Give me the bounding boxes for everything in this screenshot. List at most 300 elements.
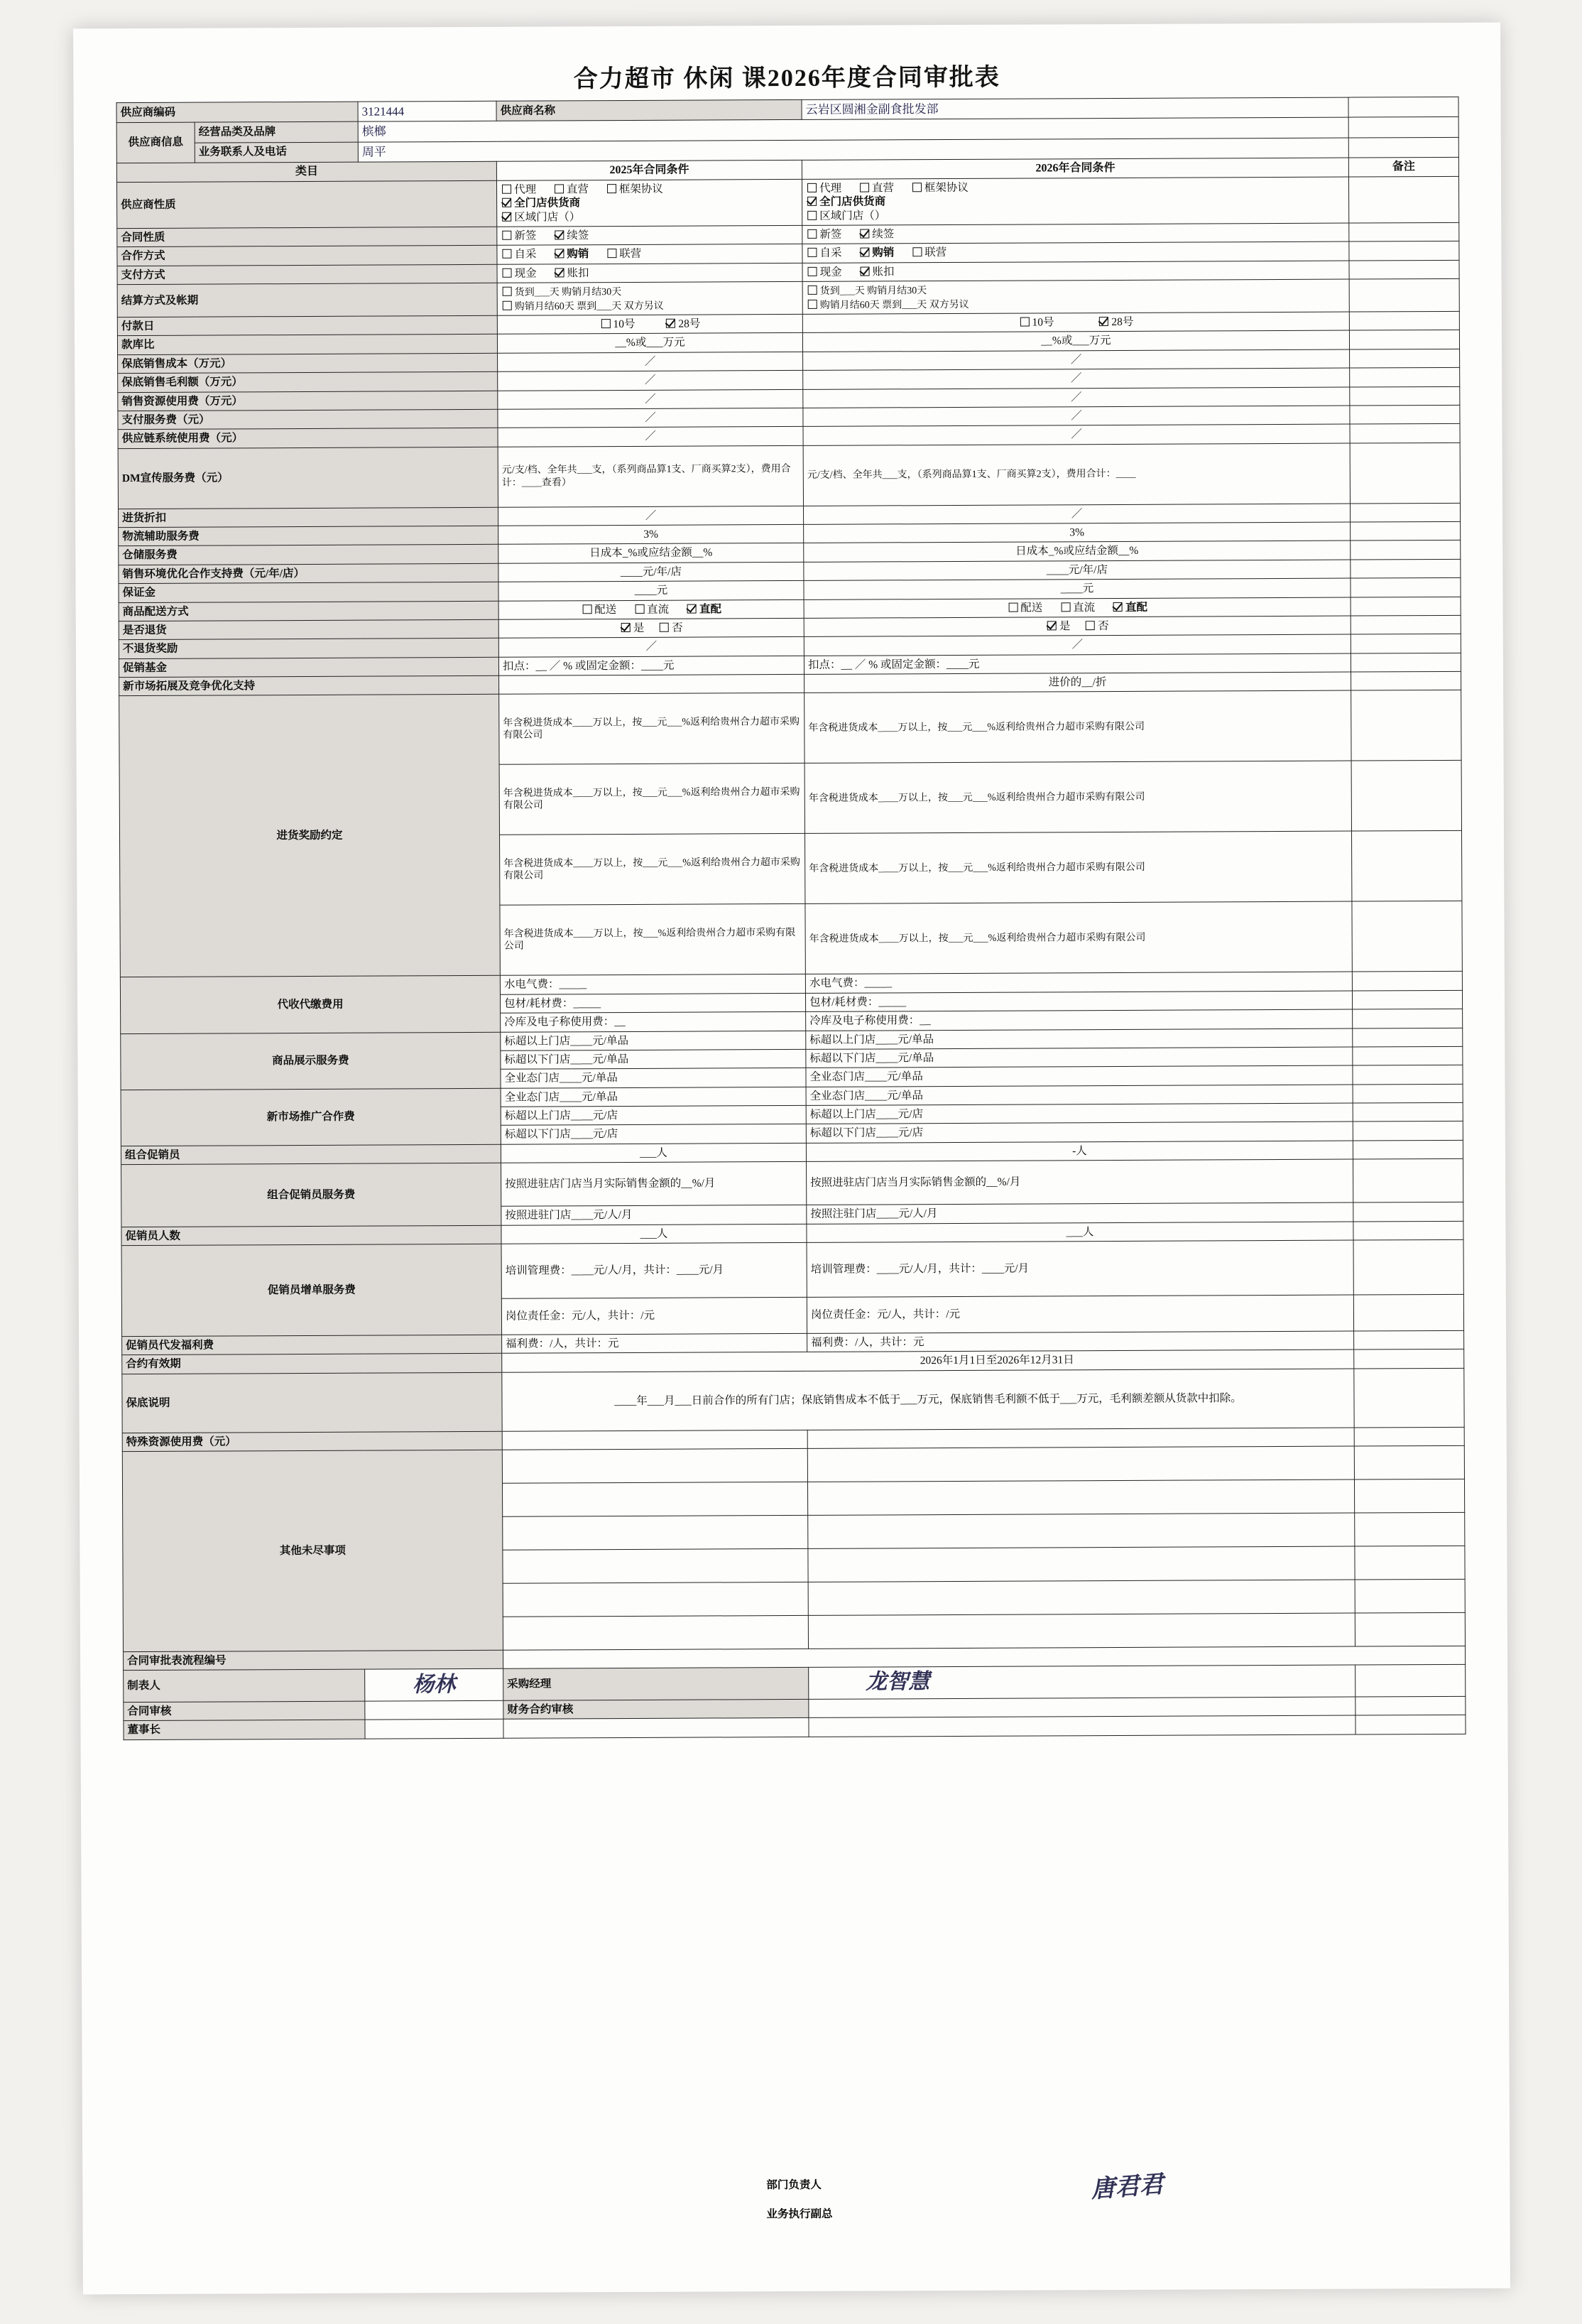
row-label-payday: 付款日 xyxy=(117,315,497,336)
row-label-validity: 合约有效期 xyxy=(122,1354,502,1374)
finance-value xyxy=(809,1697,1355,1718)
empty-cell xyxy=(1350,503,1460,522)
opt-label: 配送 xyxy=(1020,601,1043,614)
opt-label: 联营 xyxy=(619,248,642,261)
contract-approval-table xyxy=(116,97,1466,1740)
checkbox-yes-2026[interactable] xyxy=(1047,621,1057,630)
checkbox-allstore-2025[interactable] xyxy=(502,198,511,207)
table-row-promoter-fee-1 xyxy=(121,1239,1463,1300)
supply-chain-fee-2025: ／ xyxy=(498,427,803,447)
combined-fee-2026-1: 按照进驻店门店当月实际销售金额的__%/月 xyxy=(807,1159,1353,1205)
settlement-line: 购销月结60天 票到___天 双方另议 xyxy=(819,299,969,311)
empty-cell xyxy=(1354,1427,1464,1446)
empty-cell xyxy=(1353,1158,1463,1202)
checkbox-self-2025[interactable] xyxy=(502,249,511,259)
row-label-new-market-promo: 新市场推广合作费 xyxy=(121,1088,501,1146)
checkbox-day10-2026[interactable] xyxy=(1020,317,1029,327)
checkbox-direct-2026[interactable] xyxy=(860,183,869,192)
empty-cell xyxy=(1355,1546,1465,1580)
dept-head-label: 部门负责人 xyxy=(766,2178,822,2192)
supplier-category-label: 经营品类及品牌 xyxy=(195,121,358,142)
opt-label: 否 xyxy=(672,621,683,634)
opt-label: 现金 xyxy=(514,267,537,280)
opt-label: 否 xyxy=(1098,619,1109,632)
empty-cell xyxy=(1351,541,1461,560)
display-2026-2: 标超以下门店____元/单品 xyxy=(806,1047,1353,1068)
combined-promoter-2026: -人 xyxy=(806,1141,1353,1162)
supplier-name-label: 供应商名称 xyxy=(496,99,802,121)
newpromo-2025-1: 全业态门店____元/单品 xyxy=(501,1087,806,1107)
row-label-agency-fees: 代收代缴费用 xyxy=(120,976,500,1033)
purchase-mgr-signature: 龙智慧 xyxy=(866,1670,930,1694)
payday-2026 xyxy=(802,312,1349,333)
row-label-promoter-fee: 促销员增单服务费 xyxy=(121,1244,502,1336)
purchase-reward-2026-1: 年含税进货成本____万以上，按___元___%返利给贵州合力超市采购有限公司 xyxy=(804,690,1351,763)
table-row-combined-fee-1 xyxy=(121,1158,1463,1207)
table-row-settlement xyxy=(117,278,1459,317)
delivery-mode-2026 xyxy=(804,597,1351,619)
checkbox-deduct-2026[interactable] xyxy=(860,266,869,276)
row-label-promoter-count: 促销员人数 xyxy=(121,1225,501,1246)
row-label-combined-promoter: 组合促销员 xyxy=(121,1144,501,1165)
opt-label: 10号 xyxy=(1032,316,1054,329)
settlement-2026 xyxy=(802,279,1349,314)
empty-cell xyxy=(1351,597,1461,616)
empty-cell xyxy=(1350,386,1460,406)
delivery-mode-2025 xyxy=(498,599,804,619)
no-return-reward-2026: ／ xyxy=(804,634,1351,656)
newpromo-2026-1: 全业态门店____元/单品 xyxy=(806,1085,1353,1106)
promo-fund-2026: 扣点：__ ／ % 或固定金额：____元 xyxy=(804,653,1351,675)
opt-label: 续签 xyxy=(567,229,589,242)
empty-cell xyxy=(1349,241,1459,261)
empty-cell xyxy=(1354,1479,1464,1513)
opt-label: 账扣 xyxy=(872,265,895,278)
empty-cell xyxy=(1349,222,1459,241)
page-title: 合力超市 休闲 课2026年度合同审批表 xyxy=(573,64,1000,93)
warehouse-fee-2025: 日成本_%或应结金额__% xyxy=(498,543,804,563)
empty-cell xyxy=(1351,615,1461,634)
other-2025-6 xyxy=(503,1615,808,1650)
empty-cell xyxy=(1353,1294,1463,1331)
guarantee-note-value: ____年___月___日前合作的所有门店；保底销售成本不低于___万元，保底销售毛利额不低于___万元，毛利额差额从货款中扣除。 xyxy=(502,1369,1354,1431)
empty-cell xyxy=(1348,176,1458,223)
purchase-mgr-value xyxy=(809,1665,1355,1699)
opt-label: 自采 xyxy=(514,248,537,261)
contract-nature-2025 xyxy=(497,225,802,245)
opt-label: 是 xyxy=(633,621,645,634)
row-label-contract-nature: 合同性质 xyxy=(117,227,497,247)
empty-cell xyxy=(1354,1445,1464,1479)
empty-cell xyxy=(1349,330,1459,349)
checkbox-day10-2025[interactable] xyxy=(601,319,610,328)
opt-label: 代理 xyxy=(819,182,842,195)
combined-promoter-2025: ___人 xyxy=(501,1143,806,1163)
opt-label: 直配 xyxy=(1125,601,1148,614)
checkbox-new-2026[interactable] xyxy=(807,229,817,239)
empty-cell xyxy=(503,1718,809,1738)
opt-label: 框架协议 xyxy=(924,181,969,194)
checkbox-flow-2026[interactable] xyxy=(1061,602,1070,612)
opt-label: 28号 xyxy=(678,317,701,330)
supplier-category-value: 槟榔 xyxy=(358,117,1348,141)
row-label-new-market: 新市场拓展及竞争优化支持 xyxy=(119,675,499,696)
promoter-fee-2025-1: 培训管理费：____元/人/月，共计：____元/月 xyxy=(501,1242,807,1298)
other-2026-4 xyxy=(808,1546,1355,1582)
newpromo-2025-2: 标超以上门店____元/店 xyxy=(501,1105,806,1125)
settlement-line: 货到___天 购销月结30天 xyxy=(819,286,927,297)
opt-label: 现金 xyxy=(819,266,842,278)
row-label-welfare-fee: 促销员代发福利费 xyxy=(122,1335,502,1355)
payment-2025 xyxy=(497,263,802,283)
guaranteed-profit-2025: ／ xyxy=(498,371,803,391)
checkbox-cash-2026[interactable] xyxy=(808,266,817,276)
checkbox-new-2025[interactable] xyxy=(502,231,511,240)
empty-cell xyxy=(1353,1009,1463,1028)
other-2026-3 xyxy=(808,1513,1355,1548)
opt-label: 框架协议 xyxy=(618,183,663,195)
other-2025-5 xyxy=(503,1582,808,1617)
supplier-name-value: 云岩区圆湘金副食批发部 xyxy=(802,97,1348,120)
opt-label: 代理 xyxy=(514,183,537,196)
display-2026-3: 全业态门店____元/单品 xyxy=(806,1065,1353,1087)
logistics-fee-2025: 3% xyxy=(498,524,804,544)
empty-cell xyxy=(1355,1512,1465,1546)
row-label-promo-fund: 促销基金 xyxy=(119,657,498,678)
empty-cell xyxy=(1351,761,1461,832)
empty-cell xyxy=(1352,990,1462,1009)
finance-label: 财务合约审核 xyxy=(503,1699,809,1719)
dm-fee-2026: 元/支/档、全年共___支，（系列商品算1支、厂商买算2支），费用合计：____ xyxy=(803,443,1350,506)
checkbox-region-2026[interactable] xyxy=(807,210,817,219)
row-label-supply-chain-fee: 供应链系统使用费（元） xyxy=(118,428,498,449)
supplier-code-value: 3121444 xyxy=(358,101,496,121)
guaranteed-cost-2025: ／ xyxy=(498,352,803,371)
opt-label: 全门店供货商 xyxy=(514,197,581,210)
checkbox-joint-2026[interactable] xyxy=(912,247,922,256)
purchase-reward-2026-3: 年含税进货成本____万以上，按___元___%返利给贵州合力超市采购有限公司 xyxy=(805,831,1352,903)
row-label-delivery-mode: 商品配送方式 xyxy=(119,601,498,621)
resource-fee-2025: ／ xyxy=(498,389,803,409)
empty-cell xyxy=(1355,1715,1466,1734)
other-2025-3 xyxy=(503,1515,808,1550)
checkbox-yes-2025[interactable] xyxy=(621,623,631,632)
pay-service-fee-2026: ／ xyxy=(803,406,1350,427)
new-market-2025 xyxy=(499,674,804,694)
agency-2026-2: 包材/耗材费：_____ xyxy=(805,991,1352,1012)
empty-cell xyxy=(1354,1368,1464,1428)
purchase-reward-2025-1: 年含税进货成本____万以上，按___元___%返利给贵州合力超市采购有限公司 xyxy=(499,693,804,765)
checkbox-renew-2025[interactable] xyxy=(555,230,564,239)
empty-cell xyxy=(1351,521,1461,541)
checkbox-no-2026[interactable] xyxy=(1086,621,1095,630)
empty-cell xyxy=(1349,278,1459,312)
row-label-guarantee-note: 保底说明 xyxy=(122,1372,502,1433)
empty-cell xyxy=(1352,972,1462,991)
col-remark: 备注 xyxy=(1348,157,1458,177)
table-row-guarantee-note xyxy=(122,1368,1464,1433)
row-label-purchase-discount: 进货折扣 xyxy=(118,507,498,528)
opt-label: 直流 xyxy=(1073,601,1096,614)
display-2025-1: 标超以上门店____元/单品 xyxy=(501,1031,806,1050)
empty-cell xyxy=(1351,653,1461,672)
checkbox-no-2025[interactable] xyxy=(660,623,669,632)
empty-cell xyxy=(1352,831,1462,902)
validity-value: 2026年1月1日至2026年12月31日 xyxy=(502,1350,1354,1372)
row-label-nature: 供应商性质 xyxy=(116,180,496,228)
checkbox-joint-2025[interactable] xyxy=(607,249,616,258)
checkbox-delivery-2026[interactable] xyxy=(1008,602,1018,612)
resource-fee-2026: ／ xyxy=(803,387,1350,408)
checkbox-agent-2026[interactable] xyxy=(807,183,817,192)
audit-label: 合同审核 xyxy=(124,1701,365,1721)
opt-label: 购销 xyxy=(872,246,895,259)
empty-cell xyxy=(1349,311,1459,330)
promo-fund-2025: 扣点：__ ／ % 或固定金额：____元 xyxy=(498,656,804,675)
deposit-2026: ____元 xyxy=(804,578,1351,599)
audit-value xyxy=(365,1700,503,1720)
supplier-info-label: 供应商信息 xyxy=(116,122,195,163)
empty-cell xyxy=(1354,1350,1464,1369)
checkbox-region-2025[interactable] xyxy=(502,212,511,221)
col-category: 类目 xyxy=(116,161,496,182)
maker-value: 杨林 xyxy=(365,1669,503,1701)
table-row-supplier-nature xyxy=(116,176,1458,228)
returnable-2025 xyxy=(498,618,804,638)
table-row-dm-fee xyxy=(118,442,1460,509)
sales-env-fee-2026: ____元/年/店 xyxy=(804,560,1351,581)
opt-label: 直营 xyxy=(871,182,894,195)
combined-fee-2026-2: 按照注驻门店____元/人/月 xyxy=(807,1202,1353,1224)
settlement-2025 xyxy=(497,281,802,315)
row-label-resource-fee: 销售资源使用费（万元） xyxy=(118,391,498,411)
checkbox-arrival-2025[interactable] xyxy=(503,287,512,296)
empty-cell xyxy=(1349,260,1459,279)
nature-2025 xyxy=(497,179,802,227)
opt-label: 10号 xyxy=(613,317,635,331)
opt-label: 28号 xyxy=(1111,315,1134,329)
newpromo-2026-3: 标超以下门店____元/店 xyxy=(806,1122,1353,1143)
opt-label: 全门店供货商 xyxy=(819,195,886,208)
display-2026-1: 标超以上门店____元/单品 xyxy=(806,1028,1353,1050)
row-label-settlement: 结算方式及帐期 xyxy=(117,283,497,317)
other-2025-2 xyxy=(503,1482,808,1516)
row-label-other-matters: 其他未尽事项 xyxy=(122,1450,503,1651)
logistics-fee-2026: 3% xyxy=(804,522,1351,543)
row-label-stock-ratio: 款库比 xyxy=(117,335,497,355)
other-2026-2 xyxy=(808,1479,1355,1515)
row-label-special-resource: 特殊资源使用费（元） xyxy=(122,1431,502,1452)
pay-service-fee-2025: ／ xyxy=(498,408,803,428)
row-label-combined-promoter-fee: 组合促销员服务费 xyxy=(121,1163,501,1227)
empty-cell xyxy=(1353,1239,1463,1295)
empty-cell xyxy=(1350,349,1460,368)
opt-label: 自采 xyxy=(819,246,842,260)
empty-cell xyxy=(1351,559,1461,578)
opt-label: 新签 xyxy=(514,229,537,242)
stock-ratio-2025: __%或___万元 xyxy=(497,333,802,353)
promoter-fee-2026-2: 岗位责任金：元/人，共计：/元 xyxy=(807,1295,1353,1333)
checkbox-purchase-2025[interactable] xyxy=(555,249,564,259)
maker-label: 制表人 xyxy=(124,1670,365,1703)
checkbox-allstore-2026[interactable] xyxy=(807,197,817,206)
checkbox-deduct-2025[interactable] xyxy=(555,268,564,277)
checkbox-purchase-2026[interactable] xyxy=(860,248,869,257)
stock-ratio-2026: __%或___万元 xyxy=(802,330,1349,352)
payment-2026 xyxy=(802,261,1349,282)
checkbox-renew-2026[interactable] xyxy=(860,229,869,238)
checkbox-framework-2026[interactable] xyxy=(912,183,922,192)
agency-2025-1: 水电气费：_____ xyxy=(500,974,805,994)
empty-cell xyxy=(1353,1102,1463,1122)
opt-label: 购销 xyxy=(567,248,589,261)
purchase-reward-2025-4: 年含税进货成本____万以上，按___%返利给贵州合力超市采购有限公司 xyxy=(500,904,805,976)
purchase-reward-2025-2: 年含税进货成本____万以上，按___元___%返利给贵州合力超市采购有限公司 xyxy=(499,764,804,835)
supplier-contact-value: 周平 xyxy=(358,138,1348,162)
checkbox-60days-2026[interactable] xyxy=(808,299,817,308)
chairman-value xyxy=(365,1720,503,1739)
opt-label: 配送 xyxy=(594,603,617,616)
empty-cell xyxy=(1353,1084,1463,1103)
opt-label: 直营 xyxy=(566,183,589,196)
opt-label: 新签 xyxy=(819,228,842,241)
row-label-sales-env-fee: 销售环境优化合作支持费（元/年/店） xyxy=(119,563,498,584)
promoter-count-2025: ___人 xyxy=(501,1224,807,1244)
other-2026-1 xyxy=(807,1446,1354,1482)
supplier-code-label: 供应商编码 xyxy=(116,102,358,123)
special-resource-2026 xyxy=(807,1428,1354,1449)
row-label-dm-fee: DM宣传服务费（元） xyxy=(118,447,498,509)
checkbox-agent-2025[interactable] xyxy=(502,184,511,193)
warehouse-fee-2026: 日成本_%或应结金额__% xyxy=(804,541,1351,562)
other-2026-6 xyxy=(808,1613,1355,1649)
cooperation-2026 xyxy=(802,241,1349,263)
empty-cell xyxy=(1353,1221,1463,1240)
agency-2025-3: 冷库及电子称使用费：__ xyxy=(501,1012,806,1032)
empty-cell xyxy=(1351,578,1461,597)
empty-cell xyxy=(1351,671,1461,690)
welfare-fee-2026: 福利费：/人，共计：元 xyxy=(807,1331,1354,1352)
checkbox-60days-2025[interactable] xyxy=(503,300,512,310)
row-label-purchase-reward: 进货奖励约定 xyxy=(119,695,501,977)
checkbox-arrival-2026[interactable] xyxy=(808,286,817,295)
combined-fee-2025-2: 按照进驻门店____元/人/月 xyxy=(501,1205,807,1225)
empty-cell xyxy=(1353,1140,1463,1159)
welfare-fee-2025: 福利费：/人，共计：元 xyxy=(502,1333,807,1353)
special-resource-2025 xyxy=(502,1430,807,1450)
settlement-line: 货到___天 购销月结30天 xyxy=(514,287,622,298)
col-2026: 2026年合同条件 xyxy=(802,158,1348,179)
promoter-fee-2025-2: 岗位责任金：元/人，共计：/元 xyxy=(501,1297,807,1335)
business-vp-label: 业务执行副总 xyxy=(766,2208,833,2221)
empty-cell xyxy=(1355,1612,1465,1646)
row-label-pay-service-fee: 支付服务费（元） xyxy=(118,409,498,430)
dm-fee-2025: 元/支/档、全年共___支，（系列商品算1支、厂商买算2支），费用合计：____查看） xyxy=(498,445,803,507)
deposit-2025: ____元 xyxy=(498,581,804,601)
row-label-guaranteed-profit: 保底销售毛利额（万元） xyxy=(118,371,498,392)
promoter-fee-2026-1: 培训管理费：____元/人/月，共计：____元/月 xyxy=(807,1240,1353,1297)
chairman-label: 董事长 xyxy=(124,1720,365,1739)
table-row-signatures-1 xyxy=(124,1665,1466,1703)
checkbox-direct-delivery-2026[interactable] xyxy=(1113,602,1123,611)
empty-cell xyxy=(1350,368,1460,387)
purchase-reward-2026-4: 年含税进货成本____万以上，按___元___%返利给贵州合力超市采购有限公司 xyxy=(805,901,1352,974)
empty-cell xyxy=(1355,1696,1466,1715)
empty-cell xyxy=(1354,1330,1464,1350)
empty-cell xyxy=(1355,1665,1466,1697)
settlement-line: 购销月结60天 票到___天 双方另议 xyxy=(514,300,664,313)
agency-2025-2: 包材/耗材费：_____ xyxy=(501,993,806,1013)
purchase-mgr-label: 采购经理 xyxy=(503,1668,809,1700)
table-row-purchase-reward-1 xyxy=(119,690,1461,766)
empty-cell xyxy=(1353,1046,1463,1065)
sales-env-fee-2025: ____元/年/店 xyxy=(498,562,804,582)
checkbox-delivery-2025[interactable] xyxy=(582,604,591,614)
purchase-reward-2025-3: 年含税进货成本____万以上，按___元___%返利给贵州合力超市采购有限公司 xyxy=(500,834,805,906)
empty-cell xyxy=(1350,424,1460,443)
nature-2026 xyxy=(802,177,1348,225)
empty-cell xyxy=(1350,405,1460,424)
opt-label: 续签 xyxy=(872,228,895,241)
other-2025-1 xyxy=(502,1448,807,1483)
checkbox-direct-2025[interactable] xyxy=(555,184,564,193)
empty-cell xyxy=(1353,1028,1463,1047)
empty-cell xyxy=(1351,634,1461,653)
agency-2026-1: 水电气费：_____ xyxy=(805,972,1352,993)
col-2025: 2025年合同条件 xyxy=(496,160,802,180)
row-label-returnable: 是否退货 xyxy=(119,619,498,640)
row-label-deposit: 保证金 xyxy=(119,582,498,602)
supplier-contact-label: 业务联系人及电话 xyxy=(195,142,358,163)
empty-cell xyxy=(1351,690,1461,761)
supply-chain-fee-2026: ／ xyxy=(803,424,1350,445)
purchase-discount-2025: ／ xyxy=(498,506,804,526)
checkbox-cash-2025[interactable] xyxy=(503,268,512,277)
checkbox-direct-delivery-2025[interactable] xyxy=(687,604,697,613)
empty-cell xyxy=(1348,117,1458,138)
scanned-form xyxy=(73,23,1510,2295)
row-label-cooperation: 合作方式 xyxy=(117,246,497,266)
row-label-logistics-fee: 物流辅助服务费 xyxy=(119,526,498,546)
no-return-reward-2025: ／ xyxy=(498,637,804,657)
checkbox-self-2026[interactable] xyxy=(807,248,817,257)
opt-label: 直流 xyxy=(647,603,670,616)
purchase-discount-2026: ／ xyxy=(804,504,1351,525)
display-2025-2: 标超以下门店____元/单品 xyxy=(501,1049,806,1069)
checkbox-day28-2025[interactable] xyxy=(666,319,675,328)
opt-label: 直配 xyxy=(699,602,722,616)
row-label-guaranteed-cost: 保底销售成本（万元） xyxy=(118,353,498,374)
empty-cell xyxy=(1355,1579,1465,1613)
row-label-no-return-reward: 不退货奖励 xyxy=(119,639,498,659)
returnable-2026 xyxy=(804,616,1351,637)
opt-label: 联营 xyxy=(924,246,947,259)
guaranteed-cost-2026: ／ xyxy=(803,349,1350,371)
payday-2025 xyxy=(497,314,802,334)
checkbox-flow-2025[interactable] xyxy=(635,604,644,613)
opt-label: 区域门店（） xyxy=(514,210,581,224)
empty-cell xyxy=(1353,1202,1463,1221)
empty-cell xyxy=(1350,442,1460,504)
checkbox-day28-2026[interactable] xyxy=(1099,317,1108,326)
process-no-label: 合同审批表流程编号 xyxy=(124,1650,503,1671)
other-2025-4 xyxy=(503,1548,808,1583)
empty-cell xyxy=(1353,1122,1463,1141)
checkbox-framework-2025[interactable] xyxy=(607,184,616,193)
row-label-warehouse-fee: 仓储服务费 xyxy=(119,545,498,565)
opt-label: 区域门店（） xyxy=(819,209,886,222)
promoter-count-2026: ___人 xyxy=(807,1222,1353,1243)
